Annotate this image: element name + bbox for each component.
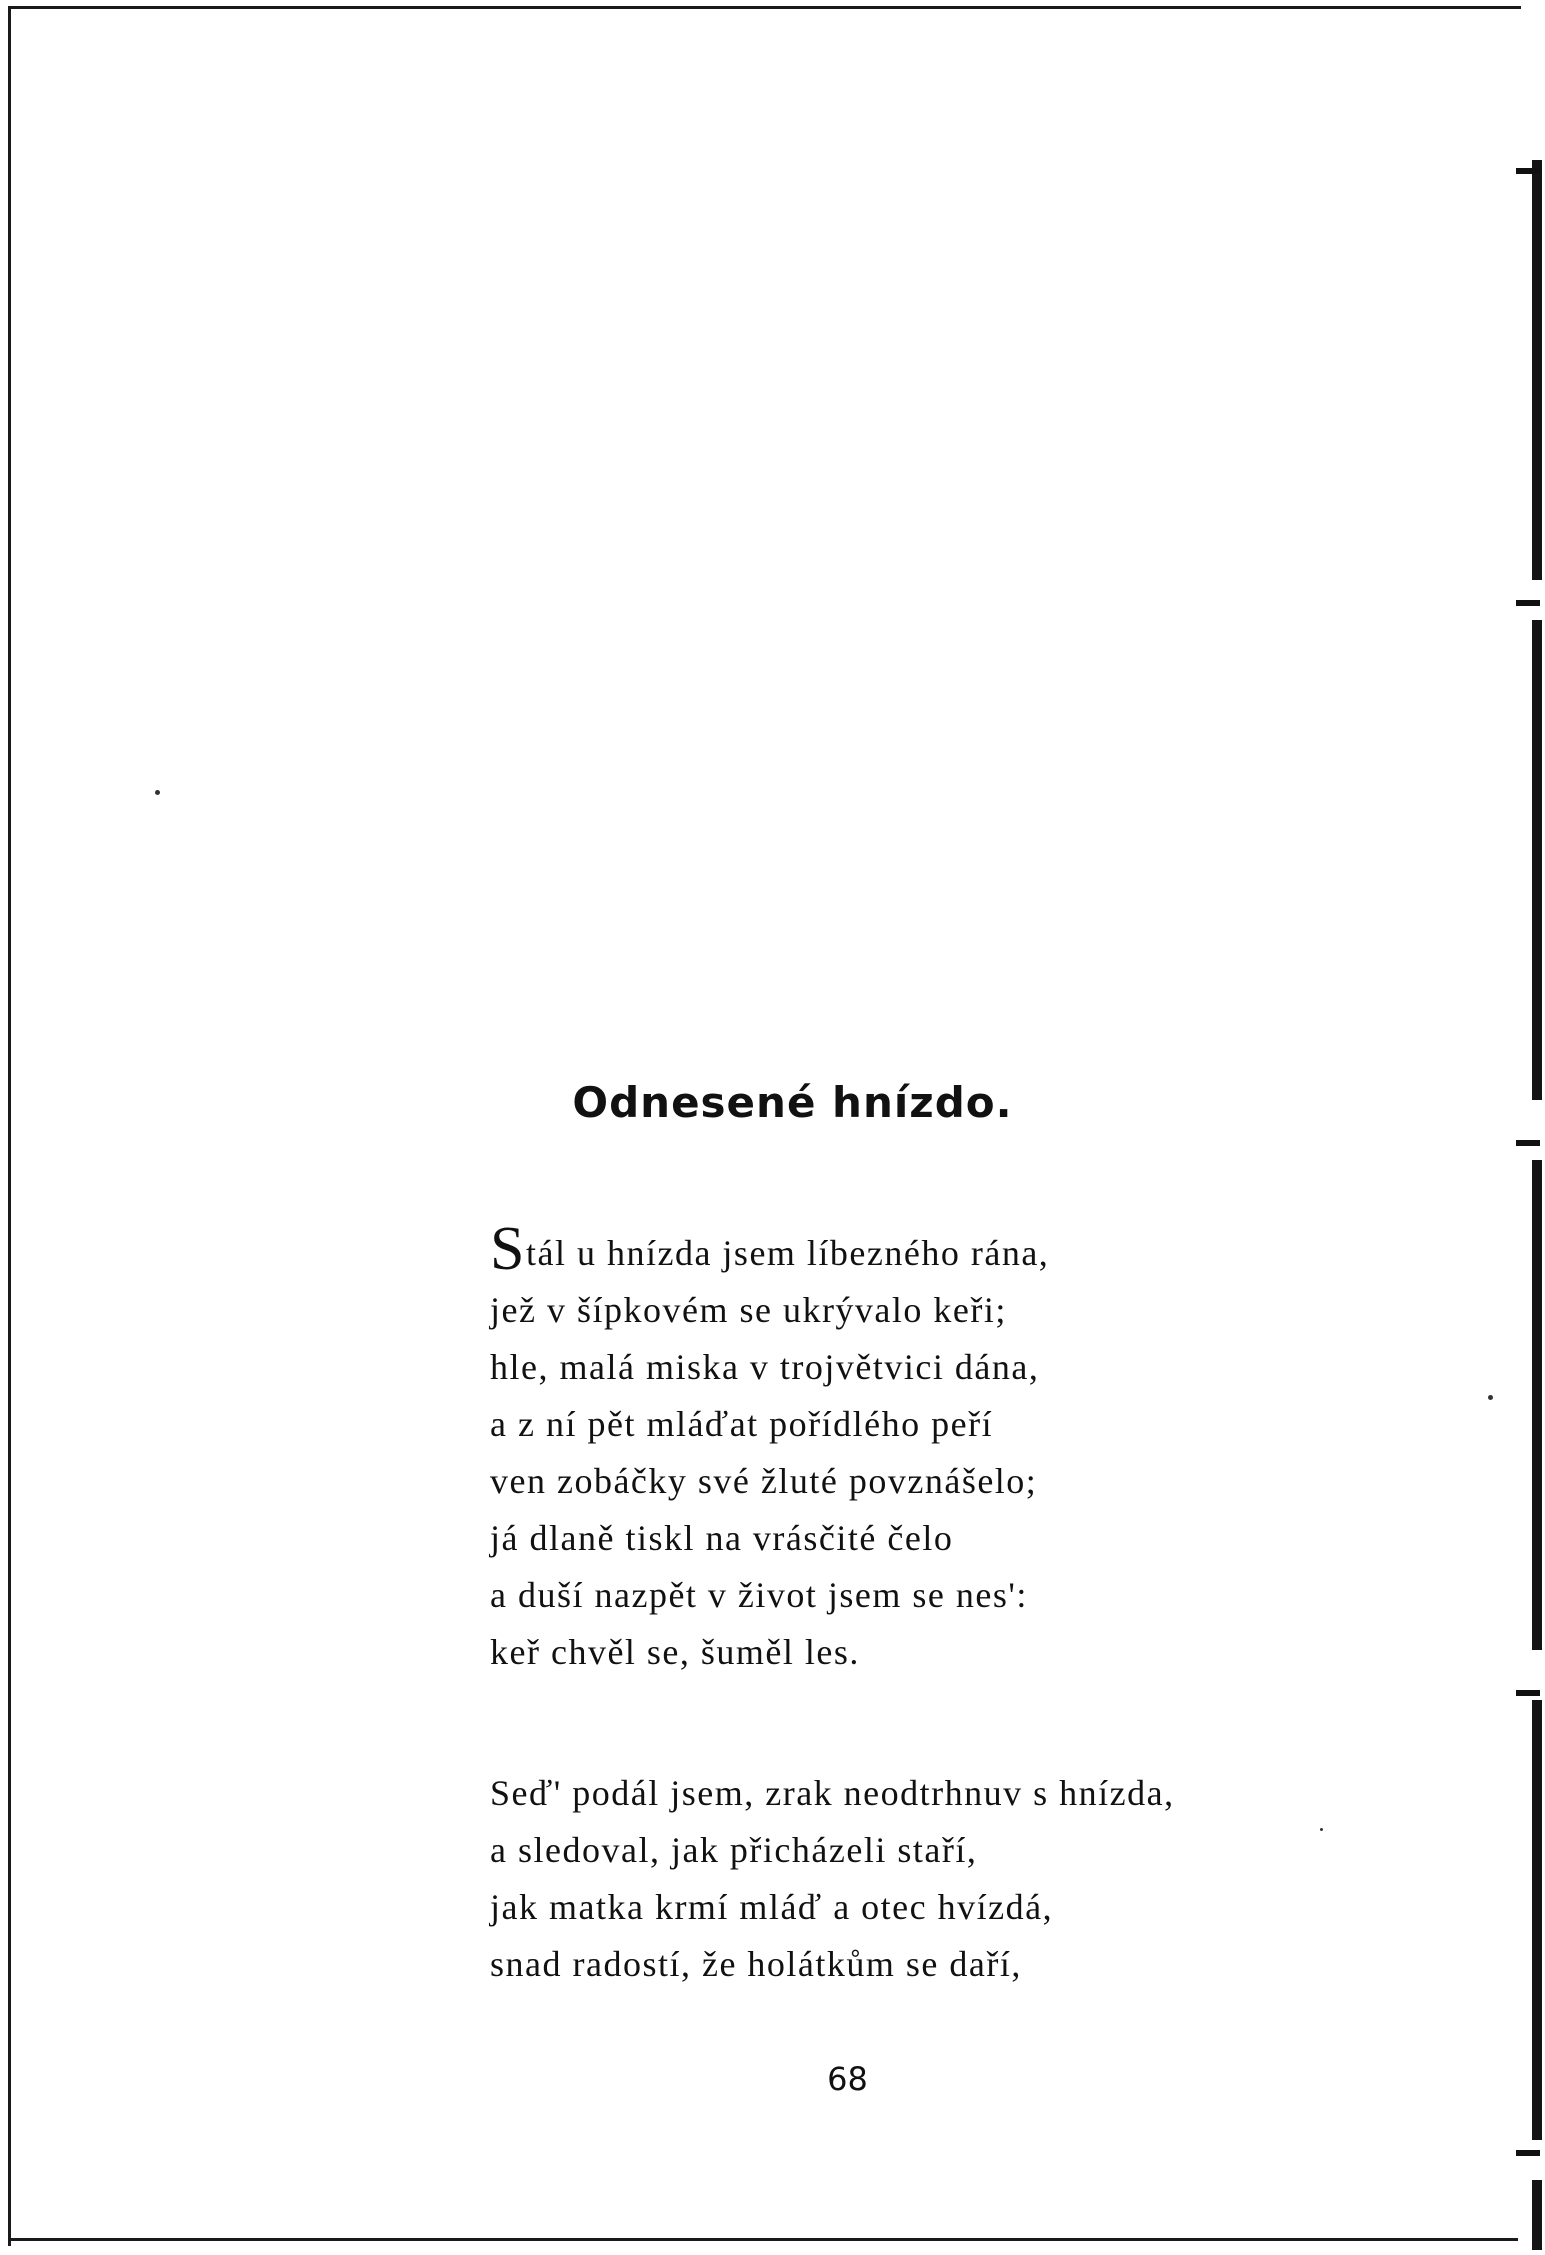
binding-edge: [1532, 160, 1542, 580]
binding-edge: [1532, 2180, 1542, 2250]
stanza-2: [490, 1765, 1175, 1993]
verse-line: Seď' podál jsem, zrak neodtrhnuv s hnízda,: [490, 1773, 1175, 1813]
page-number: 68: [827, 2060, 868, 2098]
scan-speck: [155, 790, 160, 795]
scan-frame-top: [8, 6, 1521, 19]
verse-line: jak matka krmí mláď a otec hvízdá,: [490, 1887, 1054, 1927]
verse-line: keř chvěl se, šuměl les.: [490, 1632, 860, 1672]
verse-line: Stál u hnízda jsem líbezného rána,: [490, 1215, 1050, 1283]
stanza-1: [490, 1215, 1050, 1681]
drop-cap: S: [490, 1215, 526, 1283]
poem-title: Odnesené hnízdo.: [572, 1078, 1013, 1128]
verse-line: a duší nazpět v život jsem se nes':: [490, 1575, 1028, 1615]
verse-line: snad radostí, že holátkům se daří,: [490, 1944, 1022, 1984]
binding-mark: [1516, 168, 1540, 174]
verse-line: a z ní pět mláďat pořídlého peří: [490, 1404, 994, 1444]
scan-speck: [1488, 1395, 1493, 1400]
scan-speck: [1320, 1828, 1323, 1831]
verse-line: jež v šípkovém se ukrývalo keři;: [490, 1290, 1007, 1330]
verse-line: ven zobáčky své žluté povznášelo;: [490, 1461, 1038, 1501]
binding-edge: [1532, 1160, 1542, 1650]
verse-line: hle, malá miska v trojvětvici dána,: [490, 1347, 1040, 1387]
verse-line: a sledoval, jak přicházeli staří,: [490, 1830, 978, 1870]
binding-mark: [1516, 2150, 1540, 2156]
binding-mark: [1516, 1140, 1540, 1146]
scan-frame-bottom: [8, 2238, 1518, 2241]
binding-edge: [1532, 620, 1542, 1100]
verse-line: já dlaně tiskl na vrásčité čelo: [490, 1518, 954, 1558]
binding-mark: [1516, 600, 1540, 606]
binding-mark: [1516, 1690, 1540, 1696]
